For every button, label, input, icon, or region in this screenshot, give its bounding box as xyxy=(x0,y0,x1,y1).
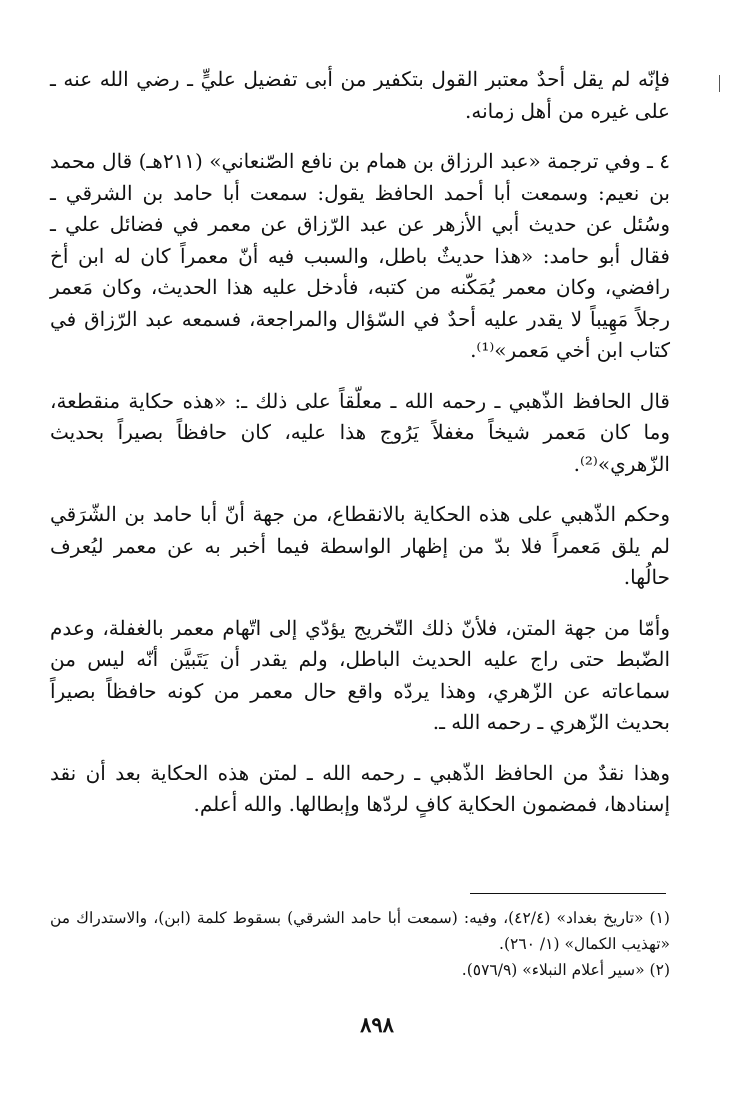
paragraph-5: وأمّا من جهة المتن، فلأنّ ذلك التّخريج يؤدّي إلى اتّهام معمر بالغفلة، وعدم الضّبط حتى راج عليه الحديث الباطل، ولم يقدر أن يَتَبيَّن أنّه ليس من سماعاته عن الزّهري، وهذا يردّه واقع حال معمر من كونه حافظاً بصيراً بحديث الزّهري ـ رحمه الله ـ. xyxy=(50,615,670,734)
margin-mark xyxy=(719,75,720,92)
page-body xyxy=(50,64,670,821)
paragraph-4: وحكم الذّهبي على هذه الحكاية بالانقطاع، من جهة أنّ أبا حامد بن الشّرَقي لم يلق مَعمراً فلا بدّ من إظهار الواسطة فيما أخبر به عن معمر ليُعرف حالُها. xyxy=(50,502,670,589)
paragraph-3: قال الحافظ الذّهبي ـ رحمه الله ـ معلّقاً على ذلك ـ: «هذه حكاية منقطعة، وما كان مَعمر شيخاً مغفلاً يَرُوج هذا عليه، كان حافظاً بصيراً بحديث الزّهري»⁽²⁾. xyxy=(50,388,670,476)
footnotes xyxy=(50,905,670,983)
footnote-1: (١) «تاريخ بغداد» (٤٢/٤)، وفيه: (سمعت أبا حامد الشرقي) بسقوط كلمة (ابن)، والاستدراك من «تهذيب الكمال» (١/ ٢٦٠). xyxy=(50,909,670,953)
paragraph-2: ٤ ـ وفي ترجمة «عبد الرزاق بن همام بن نافع الصّنعاني» (٢١١هـ) قال محمد بن نعيم: وسمعت أبا أحمد الحافظ يقول: سمعت أبا حامد بن الشرقي ـ وسُئل عن حديث أبي الأزهر عن عبد الرّزاق عن معمر في فضائل علي ـ فقال أبو حامد: «هذا حديثٌ باطل، والسبب فيه أنّ معمراً كان له ابن أخ رافضي، وكان معمر يُمَكّنه من كتبه، فأدخل عليه هذا الحديث، وكان مَعمر رجلاً مَهِيباً لا يقدر عليه أحدٌ في السّؤال والمراجعة، فسمعه عبد الرّزاق في كتاب ابن أخي مَعمر»⁽¹⁾. xyxy=(50,149,670,362)
paragraph-1: فإنّه لم يقل أحدٌ معتبر القول بتكفير من أبى تفضيل عليٍّ ـ رضي الله عنه ـ على غيره من أهل زمانه. xyxy=(50,67,670,123)
page-number: ٨٩٨ xyxy=(360,1012,394,1037)
paragraph-6: وهذا نقدٌ من الحافظ الذّهبي ـ رحمه الله ـ لمتن هذه الحكاية بعد أن نقد إسنادها، فمضمون الحكاية كافٍ لردّها وإبطالها. والله أعلم. xyxy=(50,760,670,816)
footnote-divider xyxy=(470,893,666,894)
footnote-2: (٢) «سير أعلام النبلاء» (٥٧٦/٩). xyxy=(461,961,670,979)
